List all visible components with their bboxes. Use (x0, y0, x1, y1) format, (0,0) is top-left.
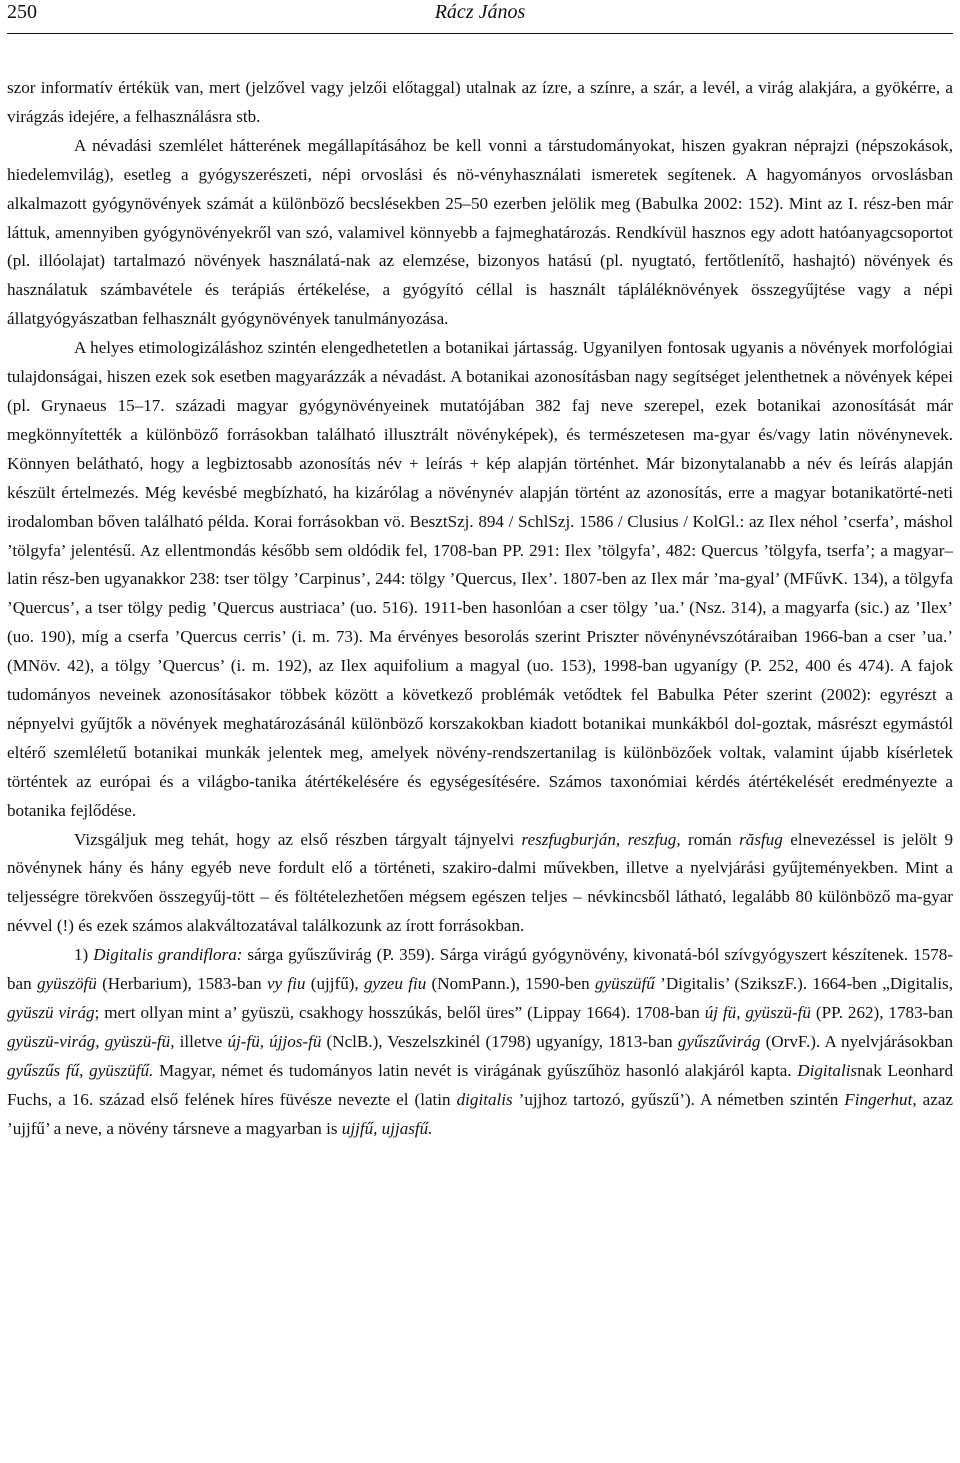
italic-text: új fü, gyüszü-fü (704, 1003, 811, 1022)
italic-text: gyűszűs fű, gyüszüfű. (7, 1060, 154, 1080)
italic-text: ujjfű, ujjasfű. (341, 1118, 433, 1138)
text-run: (NclB.), Veszelszkinél (1798) ugyanígy, 1813-ban (321, 1031, 678, 1051)
text-run: ; mert ollyan mint a’ gyüszü, csakhogy hosszúkás, belől üres” (Lippay 1664). 1708-ban (94, 1003, 705, 1022)
paragraph (7, 334, 953, 825)
paragraph (7, 826, 953, 942)
text-run: szor informatív értékük van, mert (jelzővel vagy jelzői előtaggal) utalnak az ízre, a színre, a szár, a levél, a virág alakjára, a gyökérre, a virágzás idejére, a felhasználásra stb. (7, 78, 953, 126)
text-run: elnevezéssel is jelölt 9 növénynek hány és hány egyéb neve fordult elő a történeti, szakiro-dalmi művekben, illetve a nyelvjárási gyűjteményekben. Mint a teljességre törekvően összegyűj-tött – és föltételezhetően mégsem egészen teljes – névkincsből látható, legalább 80 különböző ma-gyar névvel (!) és ezek számos alakváltozatával találkozunk az írott forrásokban. (7, 829, 954, 936)
italic-text: gyüszü virág (7, 1003, 95, 1022)
text-run: 1) (74, 945, 94, 965)
italic-text: Fingerhut, (844, 1089, 917, 1109)
text-run: illetve (174, 1031, 228, 1051)
text-run: ’ujjhoz tartozó, gyűszű’). A németben szintén (512, 1089, 845, 1109)
text-run: (OrvF.). A nyelvjárásokban (760, 1031, 954, 1051)
text-run: A helyes etimologizáláshoz szintén elengedhetetlen a botanikai jártasság. Ugyanilyen fontosak ugyanis a növények morfológiai tulajdonságai, hiszen ezek sok esetben magyarázzák a névadást. A botanikai azonosításban nagy segítséget jelenthetnek a növények képei (pl. Grynaeus 15–17. századi magyar gyógynövényeinek mutatójában 382 faj neve szerepel, ezek botanikai azonosítását már megkönnyítették a különböző forrásokban található illusztrált növényképek), és természetesen ma-gyar és/vagy latin növénynevek. Könnyen belátható, hogy a legbiztosabb azonosítás név + leírás + kép alapján történhet. Már bizonytalanabb a név és leírás alapján készült értelmezés. Még kevésbé megbízható, ha kizárólag a növénynév alapján történt az azonosítás, erre a magyar botanikatörté-neti irodalomban bőven található példa. Korai forrásokban vö. BesztSzj. 894 / SchlSzj. 1586 / Clusius / KolGl.: az Ilex néhol ’cserfa’, máshol ’tölgyfa’ jelentésű. Az ellentmondás később sem oldódik fel, 1708-ban PP. 291: Ilex ’tölgyfa’, 482: Quercus ’tölgyfa, tserfa’; a magyar–latin rész-ben ugyanakkor 238: tser tölgy ’Carpinus’, 244: tölgy ’Quercus, Ilex’. 1807-ben az Ilex már ’ma-gyal’ (MFűvK. 134), a tölgyfa ’Quercus’, a tser tölgy pedig ’Quercus austriaca’ (uo. 516). 1911-ben hasonlóan a cser tölgy ’ua.’ (Nsz. 314), a magyarfa (sic.) az ’Ilex’ (uo. 190), míg a cserfa ’Quercus cerris’ (i. m. 73). Ma érvényes besorolás szerint Priszter növénynévszótáraiban 1966-ban a cser ’ua.’ (MNöv. 42), a tölgy ’Quercus’ (i. m. 192), az Ilex aquifolium a magyal (uo. 153), 1998-ban ugyanígy (P. 252, 400 és 474). A fajok tudományos neveinek azonosításakor többek között a következő problémák vetődtek fel Babulka Péter szerint (2002): egyrészt a népnyelvi gyűjtők a növények meghatározásánál különböző korszakokban kiadott botanikai munkákból dol-goztak, másrészt egymástól eltérő szemléletű botanikai munkák jelentek meg, amelyek növény-rendszertanilag is különbözőek voltak, valamint újabb kísérletek történtek az európai és a világbo-tanika átértékelésére és egységesítésére. Számos taxonómiai kérdés átértékelését eredményezte a botanika fejlődése. (7, 338, 953, 820)
italic-text: răsfug (739, 829, 783, 849)
text-run: Vizsgáljuk meg tehát, hogy az első részben tárgyalt tájnyelvi (74, 829, 522, 849)
text-run: román (680, 829, 740, 849)
text-run: A névadási szemlélet hátterének megállapításához be kell vonni a társtudományokat, hiszen gyakran néprajzi (népszokások, hiedelemvilág), esetleg a gyógyszerészeti, népi orvoslási és nö-vényhasználati ismeretek segítenek. A hagyományos orvoslásban alkalmazott gyógynövények számát a különböző becslésekben 25–50 ezerben jelölik meg (Babulka 2002: 152). Mint az I. rész-ben már láttuk, amennyiben gyógynövényekről van szó, valamivel könnyebb a fajmeghatározás. Rendkívül hasznos egy adott hatóanyagcsoportot (pl. illóolajat) tartalmazó növények használatá-nak az elemzése, bizonyos hatású (pl. nyugtató, fertőtlenítő, hashajtó) növények és használatuk számbavétele és terápiás értékelése, a gyógyító céllal is használt tápláléknövények összegyűjtése vagy a népi állatgyógyászatban felhasznált gyógynövények tanulmányozása. (7, 135, 953, 329)
italic-text: Digitalis (797, 1060, 858, 1080)
paragraph (7, 132, 953, 334)
paragraph (7, 941, 953, 1143)
text-run: (PP. 262), 1783-ban (810, 1003, 953, 1022)
text-run: azaz ’ujjfű’ a neve, a növény társneve a magyarban is (7, 1089, 953, 1138)
text-run: nak Leonhard Fuchs, a 16. század első felének híres füvésze nevezte el (latin (7, 1060, 954, 1109)
text-run: (ujjfű), (305, 974, 364, 994)
text-run: sárga gyűszűvirág (P. 359). Sárga virágú gyógynövény, kivonatá-ból szívgyógyszert készítenek. 1578-ban (7, 945, 954, 994)
page-number: 250 (7, 1, 37, 23)
text-run: (NomPann.), 1590-ben (426, 974, 596, 994)
italic-text: gyűszűvirág (677, 1031, 761, 1051)
text-run: (Herbarium), 1583-ban (96, 974, 267, 994)
italic-text: vy fiu (266, 974, 306, 994)
italic-text: Digitalis grandiflora: (93, 945, 243, 965)
text-run: ’Digitalis’ (SzikszF.). 1664-ben „Digitalis, (654, 974, 953, 994)
italic-text: új-fü, újjos-fü (227, 1031, 322, 1051)
italic-text: gyüszüfű (595, 974, 655, 994)
page-header (7, 0, 953, 34)
running-head: Rácz János (434, 1, 526, 23)
paragraph (7, 74, 953, 132)
italic-text: reszfugburján, reszfug, (521, 829, 681, 849)
italic-text: gyzeu fiu (364, 974, 427, 994)
italic-text: gyüszöfü (36, 974, 97, 994)
text-run: Magyar, német és tudományos latin nevét is virágának gyűszűhöz hasonló alakjáról kapta. (153, 1060, 798, 1080)
body-text (7, 74, 953, 1144)
italic-text: gyüszü-virág, gyüszü-fü, (7, 1031, 175, 1051)
italic-text: digitalis (456, 1089, 513, 1109)
